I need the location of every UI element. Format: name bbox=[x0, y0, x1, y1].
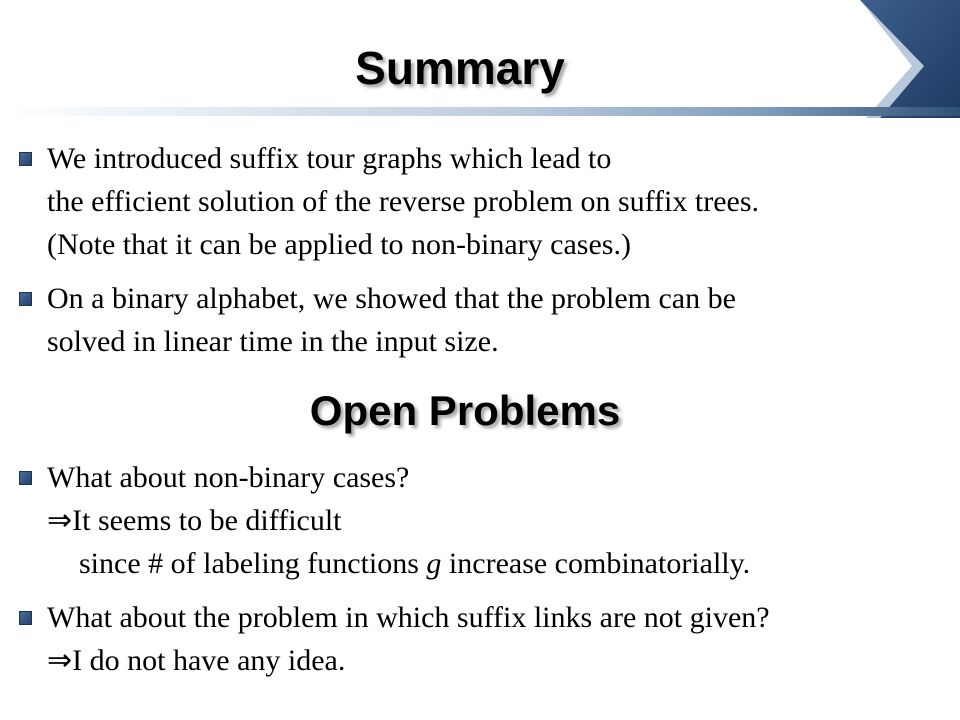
text-line: (Note that it can be applied to non-binary cases.) bbox=[47, 228, 631, 261]
text-line: What about the problem in which suffix links are not given? bbox=[47, 601, 770, 634]
square-bullet-icon bbox=[19, 292, 32, 306]
text-line: ⇒It seems to be difficult bbox=[47, 504, 342, 537]
list-item bbox=[0, 137, 960, 266]
open-problems-list bbox=[0, 456, 960, 682]
text-line: the efficient solution of the reverse problem on suffix trees. bbox=[47, 185, 760, 218]
list-item bbox=[0, 277, 960, 363]
text-line: On a binary alphabet, we showed that the problem can be bbox=[47, 282, 736, 315]
text-line bbox=[47, 542, 960, 585]
text-line: What about non-binary cases? bbox=[47, 461, 410, 494]
summary-heading: Summary bbox=[355, 42, 565, 94]
list-item bbox=[0, 456, 960, 585]
text-line: ⇒I do not have any idea. bbox=[47, 644, 346, 677]
open-problems-heading: Open Problems bbox=[309, 387, 621, 434]
square-bullet-icon bbox=[19, 611, 32, 625]
text-segment: increase combinatorially. bbox=[441, 547, 751, 580]
square-bullet-icon bbox=[19, 471, 32, 485]
summary-list bbox=[0, 137, 960, 363]
text-line: We introduced suffix tour graphs which lead to bbox=[47, 142, 612, 175]
text-line: solved in linear time in the input size. bbox=[47, 325, 499, 358]
list-item bbox=[0, 596, 960, 682]
square-bullet-icon bbox=[19, 152, 32, 166]
title-band bbox=[0, 107, 960, 116]
italic-variable: g bbox=[426, 547, 442, 580]
text-segment: since # of labeling functions bbox=[79, 547, 427, 580]
